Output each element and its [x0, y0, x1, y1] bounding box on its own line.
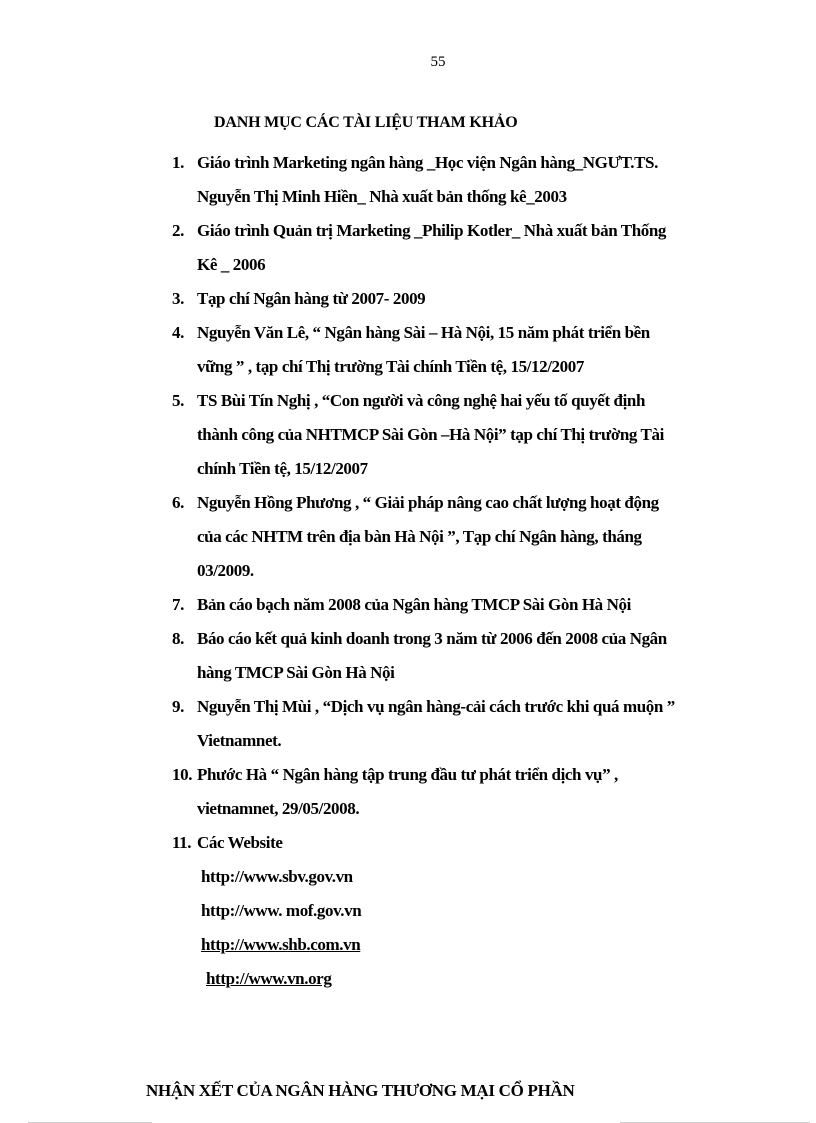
reference-line: Vietnamnet.	[197, 731, 282, 750]
reference-number: 11.	[172, 833, 192, 852]
reference-line: Nguyễn Văn Lê, “ Ngân hàng Sài – Hà Nội, 15 năm phát triển bền	[197, 323, 650, 342]
reference-line: Nguyễn Thị Minh Hiền_ Nhà xuất bản thống kê_2003	[197, 187, 567, 206]
reference-item	[0, 146, 722, 214]
reference-number: 7.	[172, 595, 184, 614]
reference-line: Kê _ 2006	[197, 255, 266, 274]
reference-item	[0, 384, 722, 486]
reference-number: 8.	[172, 629, 184, 648]
reference-item	[0, 282, 722, 316]
reference-list	[0, 146, 722, 996]
reference-line: chính Tiền tệ, 15/12/2007	[197, 459, 368, 478]
reference-line: Phước Hà “ Ngân hàng tập trung đầu tư phát triển dịch vụ” ,	[197, 765, 618, 784]
reference-number: 3.	[172, 289, 184, 308]
reference-item	[0, 214, 722, 282]
reference-line: Giáo trình Quản trị Marketing _Philip Kotler_ Nhà xuất bản Thống	[197, 221, 667, 240]
reference-line: của các NHTM trên địa bàn Hà Nội ”, Tạp chí Ngân hàng, tháng	[197, 527, 642, 546]
website-link-vn[interactable]: http://www.vn.org	[206, 969, 332, 988]
reference-line: hàng TMCP Sài Gòn Hà Nội	[197, 663, 395, 682]
reference-line: thành công của NHTMCP Sài Gòn –Hà Nội” tạp chí Thị trường Tài	[197, 425, 664, 444]
reference-line: Nguyễn Thị Mùi , “Dịch vụ ngân hàng-cải cách trước khi quá muộn ”	[197, 697, 675, 716]
website-link-shb[interactable]: http://www.shb.com.vn	[201, 935, 361, 954]
reference-number: 6.	[172, 493, 184, 512]
reference-number: 2.	[172, 221, 184, 240]
reference-line: Các Website	[197, 833, 283, 852]
reference-item	[0, 588, 722, 622]
reference-line: vietnamnet, 29/05/2008.	[197, 799, 360, 818]
website-link-sbv[interactable]: http://www.sbv.gov.vn	[201, 867, 353, 886]
reference-line: Nguyễn Hồng Phương , “ Giải pháp nâng cao chất lượng hoạt động	[197, 493, 659, 512]
reference-line: Bản cáo bạch năm 2008 của Ngân hàng TMCP Sài Gòn Hà Nội	[197, 595, 631, 614]
reference-number: 1.	[172, 153, 184, 172]
reference-item	[0, 622, 722, 690]
reference-number: 10.	[172, 765, 193, 784]
reference-number: 9.	[172, 697, 184, 716]
reference-line: TS Bùi Tín Nghị , “Con người và công nghệ hai yếu tố quyết định	[197, 391, 646, 410]
website-link-mof[interactable]: http://www. mof.gov.vn	[201, 901, 362, 920]
reference-line: vững ” , tạp chí Thị trường Tài chính Tiền tệ, 15/12/2007	[197, 357, 584, 376]
reference-item	[0, 690, 722, 758]
reference-line: 03/2009.	[197, 561, 254, 580]
footer-heading: NHẬN XẾT CỦA NGÂN HÀNG THƯƠNG MẠI CỔ PHẦN	[146, 1081, 575, 1100]
reference-line: Tạp chí Ngân hàng từ 2007- 2009	[197, 289, 426, 308]
reference-item	[0, 826, 722, 996]
reference-item	[0, 486, 722, 588]
page-number: 55	[430, 54, 446, 70]
reference-item	[0, 316, 722, 384]
references-heading: DANH MỤC CÁC TÀI LIỆU THAM KHẢO	[214, 114, 518, 131]
website-list	[197, 860, 722, 996]
reference-item	[0, 758, 722, 826]
reference-line: Báo cáo kết quả kinh doanh trong 3 năm từ 2006 đến 2008 của Ngân	[197, 629, 667, 648]
reference-number: 4.	[172, 323, 184, 342]
reference-line: Giáo trình Marketing ngân hàng _Học viện Ngân hàng_NGƯT.TS.	[197, 153, 658, 172]
reference-number: 5.	[172, 391, 184, 410]
